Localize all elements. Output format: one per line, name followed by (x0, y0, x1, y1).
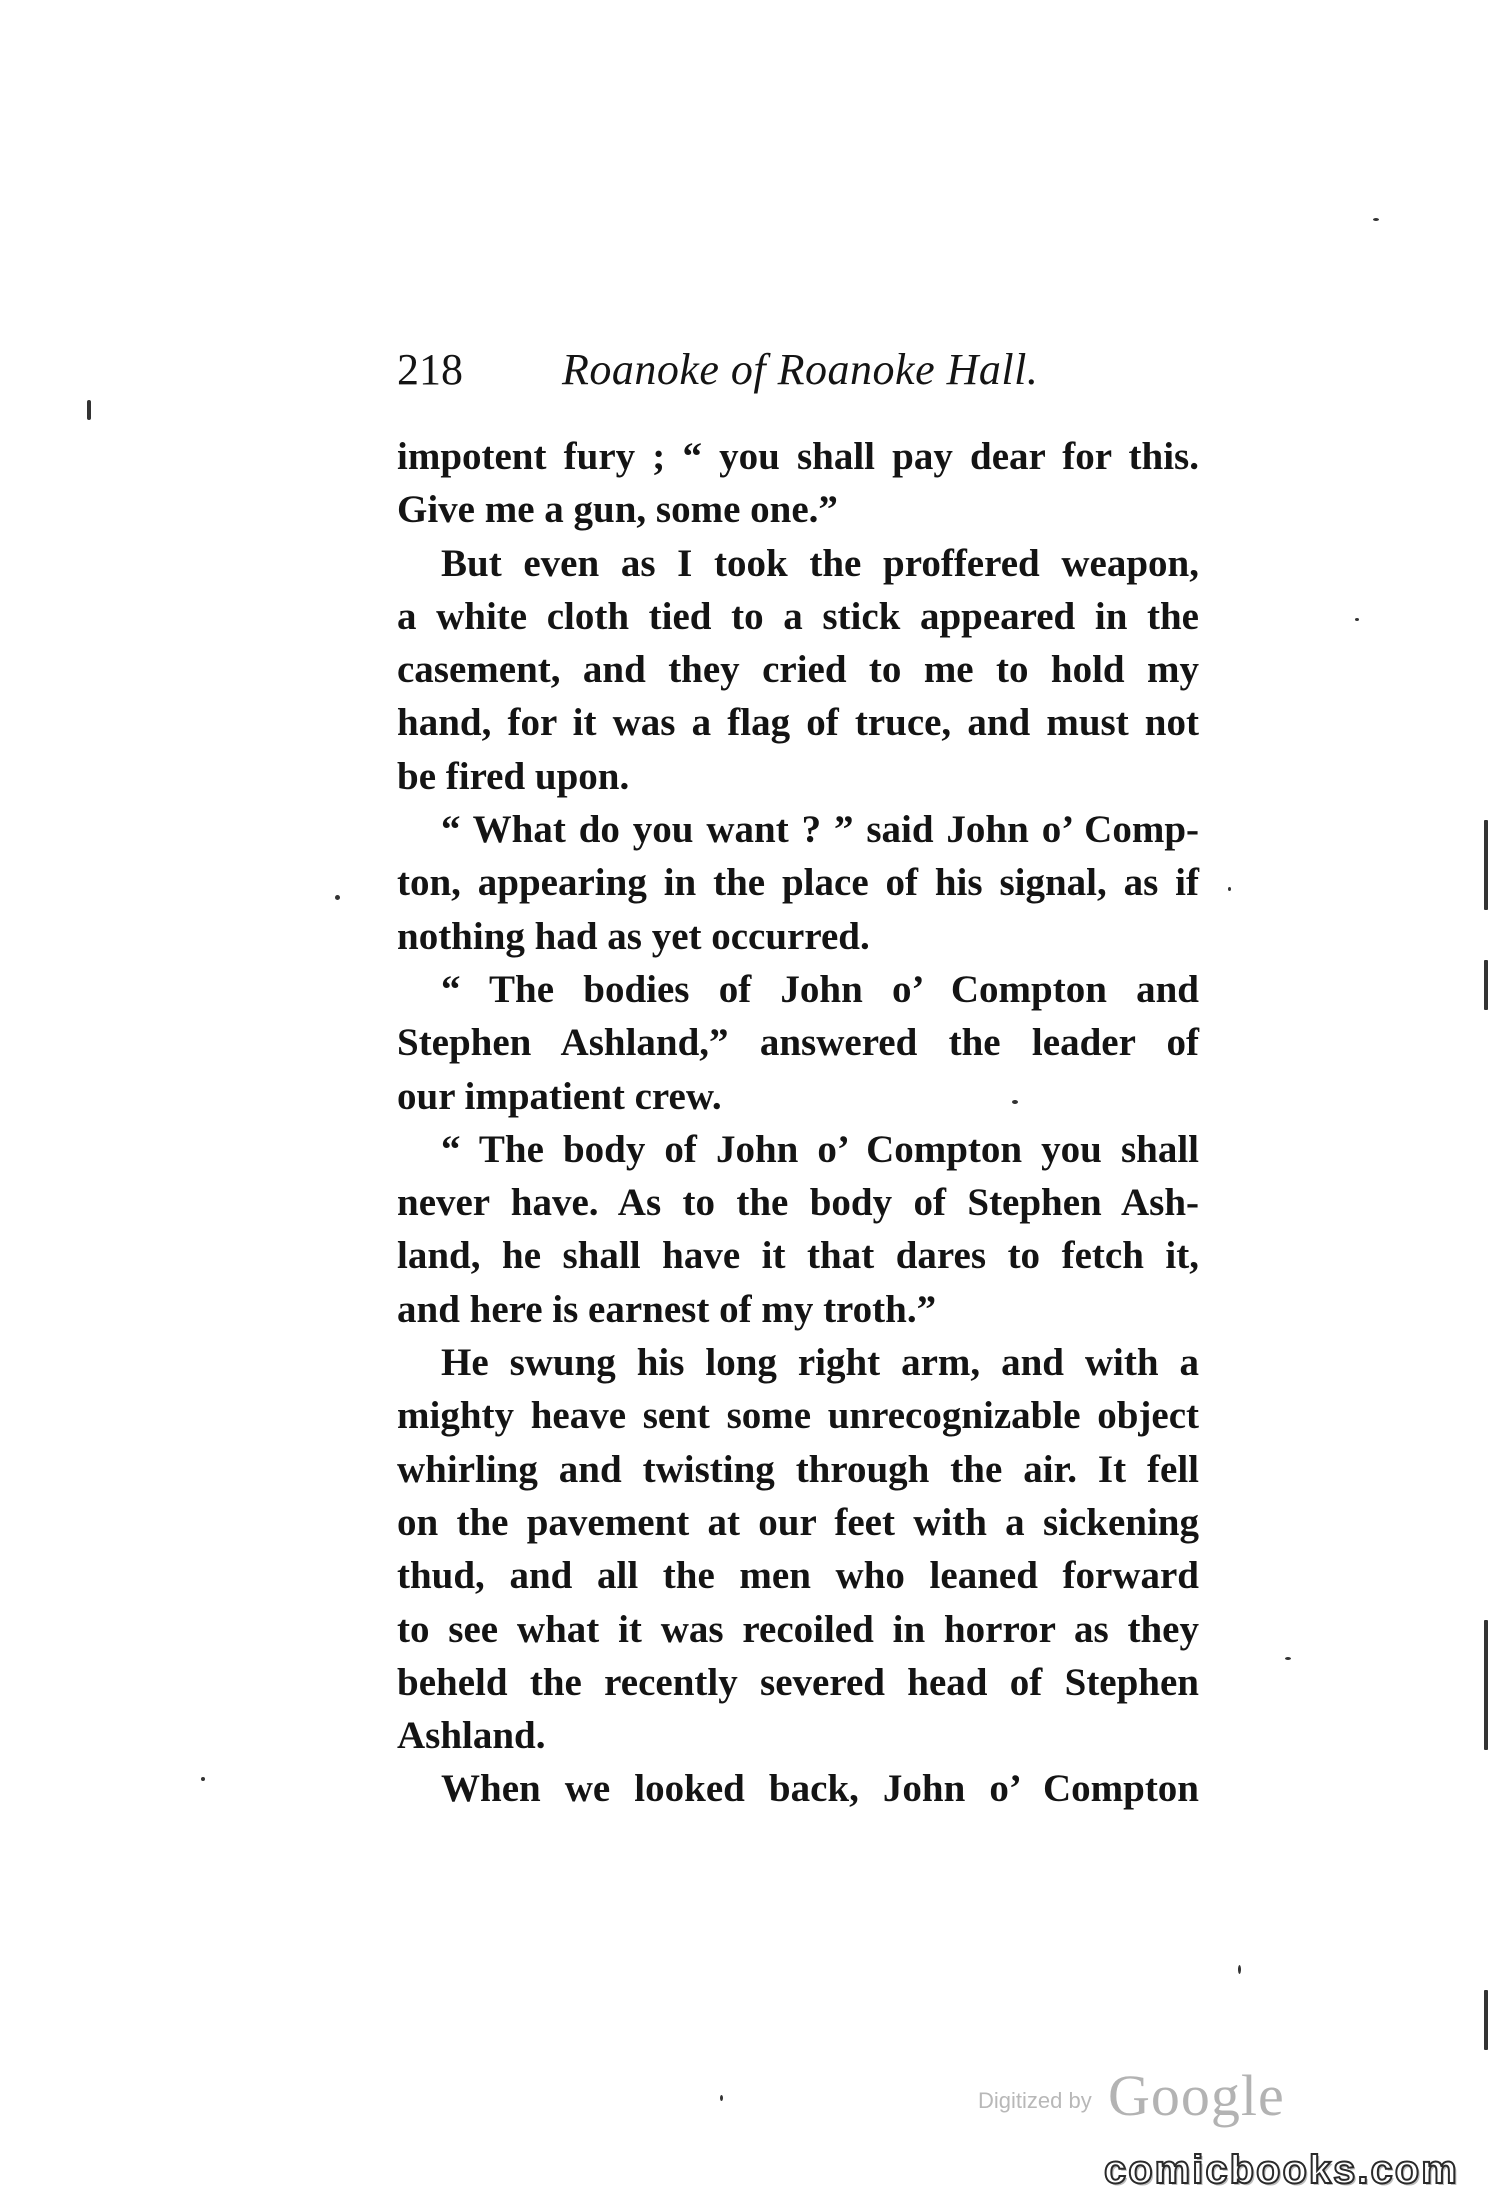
paragraph (397, 430, 1199, 537)
scan-speck (1012, 1100, 1018, 1104)
text-line: a white cloth tied to a stick appeared in the (397, 594, 1199, 638)
text-line: on the pavement at our feet with a sickening (397, 1500, 1199, 1544)
body-text (397, 430, 1199, 1816)
text-line: Ashland. (397, 1714, 546, 1758)
text-line: to see what it was recoiled in horror as they (397, 1607, 1199, 1651)
text-line: beheld the recently severed head of Stephen (397, 1660, 1199, 1704)
text-line: be fired upon. (397, 754, 630, 798)
text-line: casement, and they cried to me to hold my (397, 648, 1199, 692)
text-line: hand, for it was a flag of truce, and must not (397, 701, 1199, 745)
page-number: 218 (397, 345, 463, 394)
text-line: thud, and all the men who leaned forward (397, 1554, 1199, 1598)
scan-speck (87, 400, 91, 420)
scan-speck (720, 2095, 723, 2101)
scan-speck (1285, 1657, 1291, 1660)
paragraph (397, 803, 1199, 963)
text-line: But even as I took the proffered weapon, (441, 541, 1199, 585)
paragraph (397, 1123, 1199, 1336)
scan-edge (1484, 1990, 1488, 2050)
paragraph (397, 1336, 1199, 1762)
digitized-by-label: Digitized by (978, 2088, 1092, 2113)
text-line: Give me a gun, some one.” (397, 488, 838, 532)
scan-speck (201, 1777, 205, 1781)
paragraph (397, 1762, 1199, 1815)
scan-speck (1355, 618, 1359, 621)
scan-speck (1228, 887, 1231, 891)
text-line: “ The bodies of John o’ Compton and (441, 967, 1199, 1011)
google-logo: Google (1108, 2063, 1285, 2128)
scan-speck (1373, 218, 1379, 221)
text-line: He swung his long right arm, and with a (441, 1341, 1199, 1385)
text-line: “ What do you want ? ” said John o’ Comp- (441, 808, 1199, 852)
scan-edge (1484, 960, 1488, 1010)
text-line: whirling and twisting through the air. It fell (397, 1447, 1199, 1491)
text-line: land, he shall have it that dares to fetch it, (397, 1234, 1199, 1278)
text-line: never have. As to the body of Stephen Ash- (397, 1181, 1199, 1225)
text-line: impotent fury ; “ you shall pay dear for this. (397, 435, 1199, 478)
text-line: Stephen Ashland,” answered the leader of (397, 1021, 1199, 1065)
text-line: When we looked back, John o’ Compton (441, 1767, 1199, 1811)
running-head (397, 340, 1197, 400)
text-line: mighty heave sent some unrecognizable object (397, 1394, 1199, 1438)
text-line: nothing had as yet occurred. (397, 914, 870, 958)
comicbooks-watermark: comicbooks.com (1104, 2148, 1459, 2192)
scan-edge (1484, 820, 1488, 910)
text-line: our impatient crew. (397, 1074, 722, 1118)
text-line: “ The body of John o’ Compton you shall (441, 1127, 1199, 1171)
digitized-by-google-mark (978, 2062, 1298, 2132)
running-title: Roanoke of Roanoke Hall. (562, 345, 1039, 394)
scan-edge (1484, 1620, 1488, 1750)
scan-speck (1238, 1965, 1241, 1974)
paragraph (397, 537, 1199, 803)
text-line: ton, appearing in the place of his signal, as if (397, 861, 1199, 905)
paragraph (397, 963, 1199, 1123)
text-line: and here is earnest of my troth.” (397, 1287, 937, 1331)
scan-speck (335, 895, 340, 900)
